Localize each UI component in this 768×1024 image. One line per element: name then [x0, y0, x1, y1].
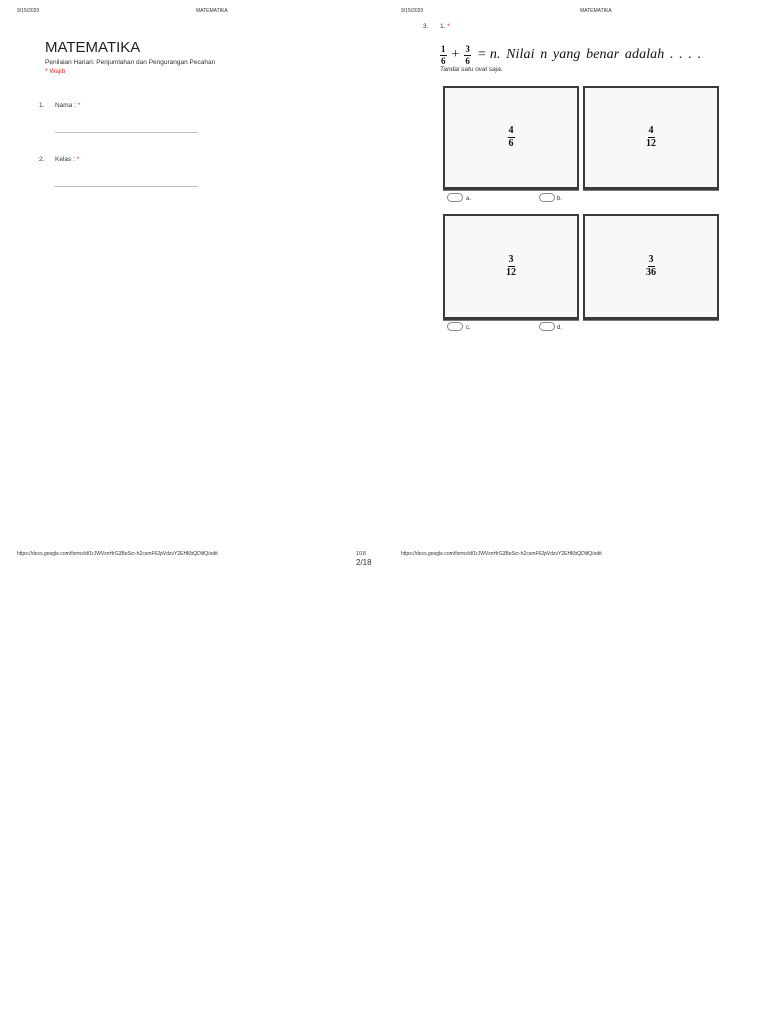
option-c-label: c.: [466, 325, 471, 331]
form-description: Penilaian Harian: Penjumlahan dan Pengurangan Pecahan: [45, 59, 216, 66]
kelas-answer-field[interactable]: [55, 179, 198, 187]
print-header-title: MATEMATIKA: [580, 8, 612, 14]
question-number: 2.: [39, 156, 45, 163]
fraction-numerator: 3: [508, 254, 514, 265]
required-asterisk: *: [76, 156, 80, 163]
required-note: * Wajib: [45, 68, 66, 75]
print-header-title: MATEMATIKA: [196, 8, 228, 14]
footer-url: https://docs.google.com/forms/d/1rJWVxnHrG3BeScr-h2csmF62pVdzvY2EHKbQDlifQ/edit: [17, 551, 218, 557]
option-b-image: [583, 86, 719, 190]
option-d-fraction: [646, 255, 656, 278]
option-a-label: a.: [466, 196, 472, 202]
question-title: [440, 23, 450, 31]
option-c-radio[interactable]: [447, 322, 463, 331]
required-asterisk: *: [77, 102, 81, 109]
question-number: 3.: [423, 23, 429, 30]
fraction-numerator: 4: [508, 125, 514, 136]
print-date: 9/15/2020: [17, 8, 40, 14]
fraction-numerator: 3: [465, 43, 470, 54]
footer-url: https://docs.google.com/forms/d/1rJWVxnHrG3BeScr-h2csmF62pVdzvY2EHKbQDlifQ/edit: [401, 551, 602, 557]
question-label-text: Nama :: [55, 102, 76, 109]
fraction-denominator: 36: [646, 267, 656, 278]
question-equation: [440, 44, 701, 66]
option-a-image: [443, 86, 579, 190]
equation-question-text: n. Nilai n yang benar adalah . . . .: [489, 47, 702, 62]
option-c-fraction: [506, 255, 516, 278]
option-b-fraction: [646, 126, 656, 149]
plus-operator: +: [451, 47, 460, 62]
equation-fraction-2: [464, 45, 471, 66]
nama-answer-field[interactable]: [55, 125, 198, 133]
option-a-fraction: [508, 126, 515, 149]
question-title-text: 1.: [440, 23, 446, 30]
question-label-text: Kelas :: [55, 156, 75, 163]
question-label: [55, 102, 80, 110]
option-b-radio[interactable]: [539, 193, 555, 202]
question-label: [55, 156, 79, 164]
option-d-image: [583, 214, 719, 320]
page-1: [0, 0, 384, 572]
equals-sign: =: [477, 47, 486, 62]
fraction-denominator: 6: [508, 138, 514, 149]
required-asterisk: *: [447, 23, 450, 30]
page-2: [384, 0, 768, 572]
fraction-numerator: 3: [648, 254, 654, 265]
print-date: 9/15/2020: [401, 8, 424, 14]
fraction-numerator: 1: [441, 43, 446, 54]
fraction-denominator: 12: [506, 267, 516, 278]
option-d-radio[interactable]: [539, 322, 555, 331]
equation-fraction-1: [440, 45, 447, 66]
fraction-numerator: 4: [648, 125, 654, 136]
fraction-denominator: 12: [646, 138, 656, 149]
option-d-label: d.: [557, 325, 563, 331]
fraction-denominator: 6: [465, 55, 470, 66]
answer-instruction: Tandai satu oval saja.: [440, 66, 503, 73]
page-indicator: 2/18: [356, 558, 372, 567]
option-a-radio[interactable]: [447, 193, 463, 202]
footer-page-number: 1/18: [356, 551, 366, 557]
fraction-denominator: 6: [441, 55, 446, 66]
option-c-image: [443, 214, 579, 320]
question-number: 1.: [39, 102, 45, 109]
option-b-label: b.: [557, 196, 563, 202]
form-title: MATEMATIKA: [45, 39, 141, 56]
